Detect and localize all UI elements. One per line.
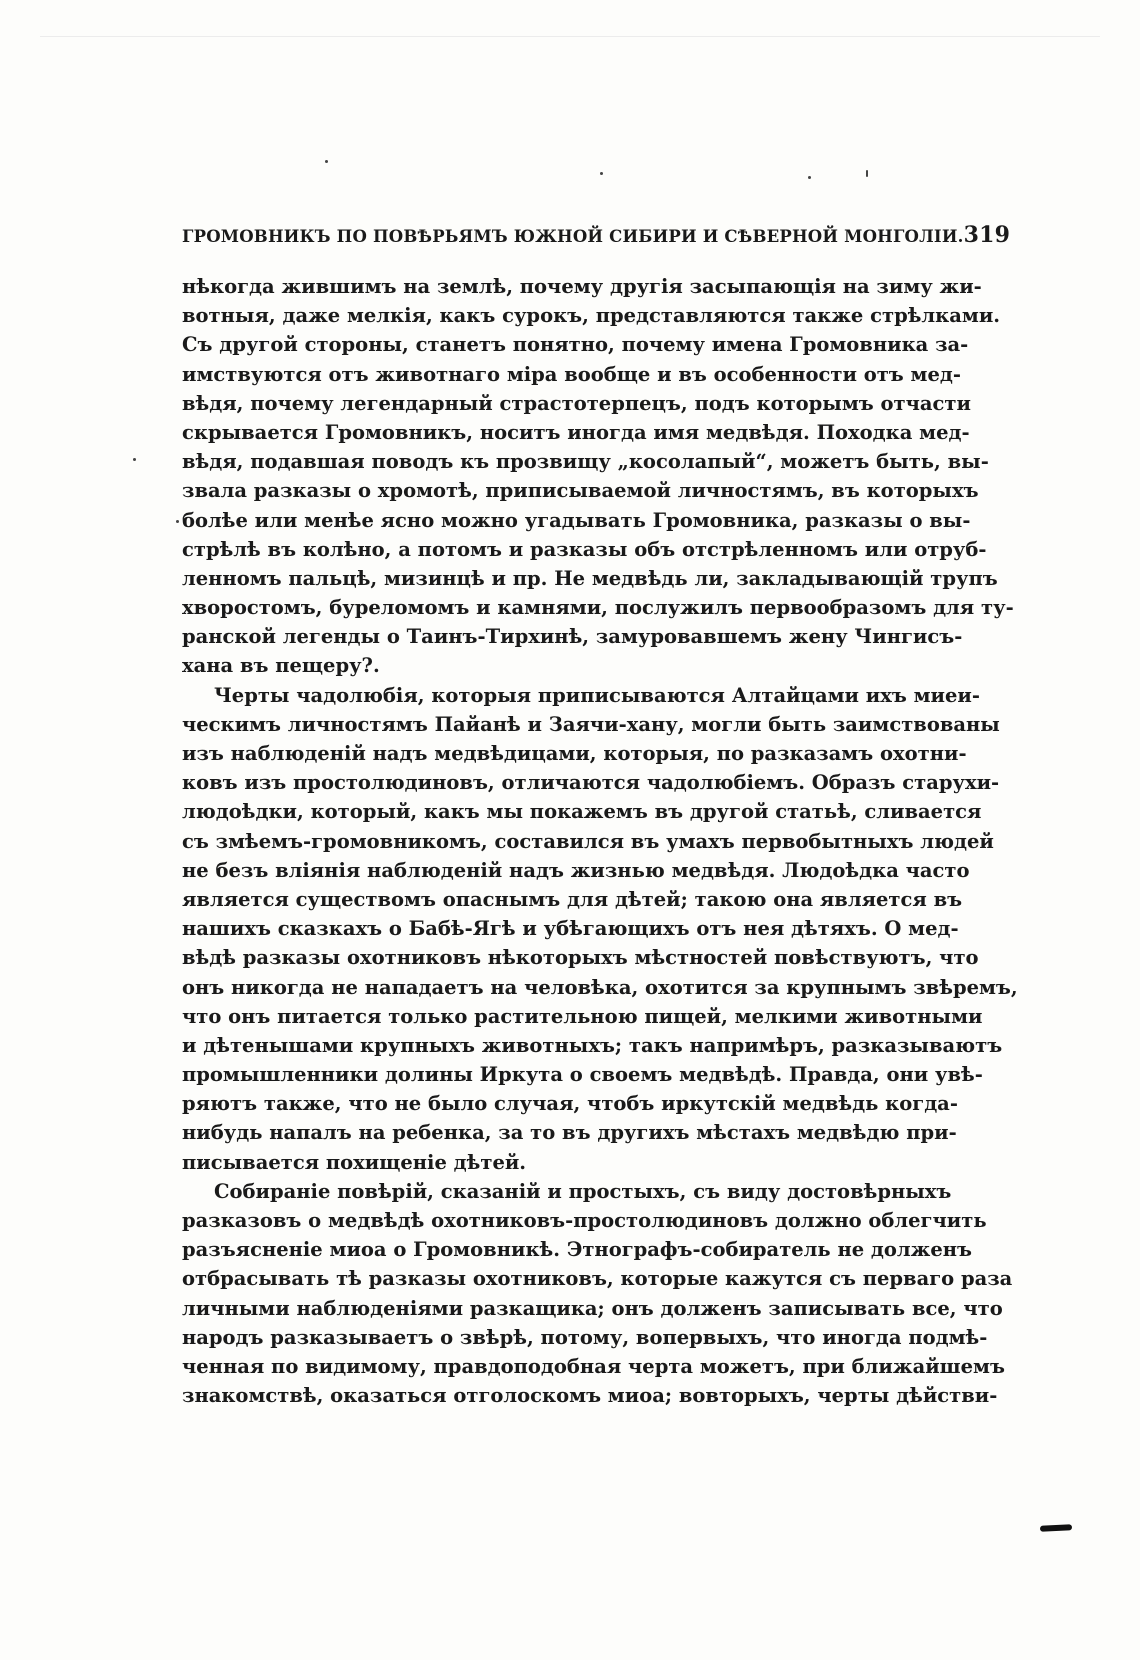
scan-speck: [176, 520, 179, 523]
text-line: стрѣлѣ въ колѣно, а потомъ и разказы объ отстрѣленномъ или отруб-: [182, 537, 987, 561]
text-line: съ змѣемъ-громовникомъ, составился въ умахъ первобытныхъ людей: [182, 829, 994, 853]
text-line: нибудь напалъ на ребенка, за то въ другихъ мѣстахъ медвѣдю при-: [182, 1121, 957, 1145]
text-line: вѣдя, почему легендарный страстотерпецъ, подъ которымъ отчасти: [182, 391, 971, 415]
text-line: онъ никогда не нападаетъ на человѣка, охотится за крупнымъ звѣремъ,: [182, 975, 1018, 999]
text-line: скрывается Громовникъ, носитъ иногда имя медвѣдя. Походка мед-: [182, 420, 970, 444]
text-line: разказовъ о медвѣдѣ охотниковъ-простолюдиновъ должно облегчить: [182, 1209, 987, 1232]
body-text: [182, 272, 1018, 1410]
paragraph-end-line: писывается похищеніе дѣтей.: [182, 1150, 527, 1174]
text-line: ленномъ пальцѣ, мизинцѣ и пр. Не медвѣдь ли, закладывающій трупъ: [182, 566, 998, 590]
running-title: ГРОМОВНИКЪ ПО ПОВѢРЬЯМЪ ЮЖНОЙ СИБИРИ И СѢВЕРНОЙ МОНГОЛІИ.: [182, 227, 964, 246]
scan-edge-line: [40, 36, 1100, 37]
paragraph-start-line: Собираніе повѣрій, сказаній и простыхъ, съ виду достовѣрныхъ: [214, 1179, 952, 1203]
text-line: имствуются отъ животнаго міра вообще и въ особенности отъ мед-: [182, 362, 961, 386]
text-line: личными наблюденіями разкащика; онъ долженъ записывать все, что: [182, 1296, 1003, 1320]
text-line: звала разказы о хромотѣ, приписываемой личностямъ, въ которыхъ: [182, 479, 979, 503]
text-line: что онъ питается только растительною пищей, мелкими животными: [182, 1004, 983, 1028]
text-line: вотныя, даже мелкія, какъ сурокъ, представляются также стрѣлками.: [182, 304, 1001, 328]
text-line: вѣдя, подавшая поводъ къ прозвищу „косолапый“, можетъ быть, вы-: [182, 450, 989, 474]
text-line: изъ наблюденій надъ медвѣдицами, которыя, по разказамъ охотни-: [182, 742, 967, 765]
text-line: ранской легенды о Таинъ-Тирхинѣ, замуровавшемъ жену Чингисъ-: [182, 625, 963, 649]
text-line: нѣкогда жившимъ на землѣ, почему другія засыпающія на зиму жи-: [182, 275, 982, 298]
text-line: отбрасывать тѣ разказы охотниковъ, которые кажутся съ перваго раза: [182, 1267, 1013, 1291]
text-line: ченная по видимому, правдоподобная черта можетъ, при ближайшемъ: [182, 1354, 1005, 1378]
text-line: Съ другой стороны, станетъ понятно, почему имена Громовника за-: [182, 333, 969, 357]
scan-speck: [600, 172, 603, 175]
text-line: ковъ изъ простолюдиновъ, отличаются чадолюбіемъ. Образъ старухи-: [182, 771, 1000, 795]
text-line: народъ разказываетъ о звѣрѣ, потому, вопервыхъ, что иногда подмѣ-: [182, 1325, 988, 1349]
text-line: разъясненіе миоа о Громовникѣ. Этнографъ-собиратель не долженъ: [182, 1238, 972, 1262]
scan-speck: [808, 176, 811, 179]
text-line: и дѣтенышами крупныхъ животныхъ; такъ напримѣръ, разказываютъ: [182, 1033, 1003, 1057]
text-line: нашихъ сказкахъ о Бабѣ-Ягѣ и убѣгающихъ отъ нея дѣтяхъ. О мед-: [182, 917, 959, 941]
text-line: вѣдѣ разказы охотниковъ нѣкоторыхъ мѣстностей повѣствуютъ, что: [182, 946, 979, 970]
text-line: не безъ вліянія наблюденій надъ жизнью медвѣдя. Людоѣдка часто: [182, 858, 970, 882]
text-line: ряютъ также, что не было случая, чтобъ иркутскій медвѣдь когда-: [182, 1092, 958, 1116]
text-line: людоѣдки, который, какъ мы покажемъ въ другой статьѣ, сливается: [182, 800, 982, 824]
text-line: хворостомъ, буреломомъ и камнями, послужилъ первообразомъ для ту-: [182, 596, 1014, 620]
paragraph-end-line: хана въ пещеру?.: [182, 654, 380, 678]
scan-speck: [866, 170, 868, 177]
text-line: является существомъ опаснымъ для дѣтей; такою она является въ: [182, 887, 963, 911]
text-line: болѣе или менѣе ясно можно угадывать Громовника, разказы о вы-: [182, 508, 971, 532]
paragraph-start-line: Черты чадолюбія, которыя приписываются Алтайцами ихъ миеи-: [214, 683, 980, 707]
scan-speck: [133, 458, 136, 461]
scan-speck: [325, 160, 328, 163]
text-line: знакомствѣ, оказаться отголоскомъ миоа; вовторыхъ, черты дѣйстви-: [182, 1384, 998, 1408]
text-line: ческимъ личностямъ Пайанѣ и Заячи-хану, могли быть заимствованы: [182, 712, 1000, 736]
page-header: [182, 222, 1011, 248]
scan-edge-mark: [1040, 1524, 1072, 1532]
text-line: промышленники долины Иркута о своемъ медвѣдѣ. Правда, они увѣ-: [182, 1063, 983, 1087]
page-number: 319: [963, 222, 1011, 248]
